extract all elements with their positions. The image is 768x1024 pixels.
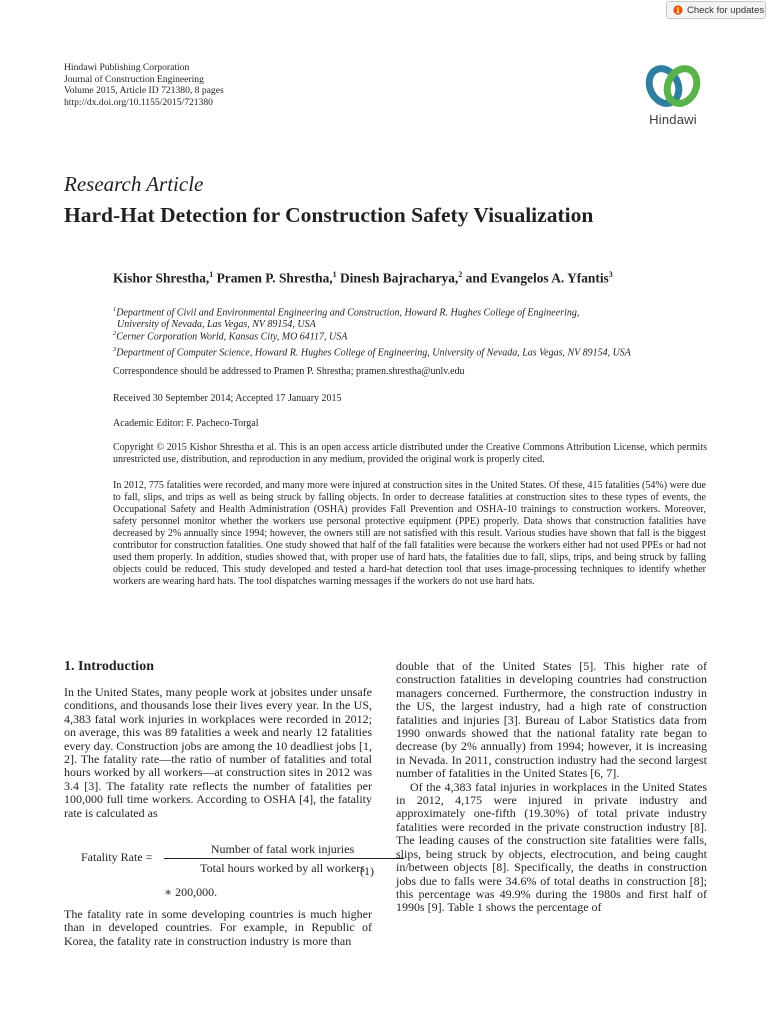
volume-info: Volume 2015, Article ID 721380, 8 pages <box>64 85 224 97</box>
author-name: Kishor Shrestha, <box>113 270 210 286</box>
author-name: Pramen P. Shrestha, <box>213 270 333 286</box>
affiliation-line: Department of Civil and Environmental Engineering and Construction, Howard R. Hughes College of Engineering, <box>116 307 580 319</box>
hindawi-rings-icon <box>642 62 704 112</box>
doi-link[interactable]: http://dx.doi.org/10.1155/2015/721380 <box>64 96 213 108</box>
abstract: In 2012, 775 fatalities were recorded, and many more were injured at construction sites in the United States. Of these, 415 fatalities (54%) were due to fall, slips, and trips as well as being struck by falling objects. In order to decrease fatalities at construction sites to these types of events, the Occupational Safety and Health Administration (OSHA) provides Fall Prevention and OSHA-10 trainings to construction workers. Moreover, safety personnel monitor whether the workers use personal protective equipment (PPE) properly. Data shows that construction fatalities have decreased by 2% annually since 1994; however, the owners still are not satisfied with this result. Various studies have shown that fall is the biggest contributor for construction fatalities. One study showed that half of the fall fatalities were because the workers either had not used PPEs or had not used them properly. In addition, studies showed that, with proper use of hard hats, the fatalities due to fall, slips, trips, and being struck by falling objects could be reduced. This study developed and tested a hard-hat detection tool that uses image-processing techniques to identify whether workers are wearing hard hats. The tool dispatches warning messages if the workers do not use hard hats. <box>113 480 706 588</box>
section-heading: 1. Introduction <box>64 659 154 674</box>
affiliation-sup: 3 <box>113 346 117 353</box>
equation-number: (1) <box>360 864 374 878</box>
author-affiliation-sup: 2 <box>458 270 463 279</box>
left-column-paragraph-2 <box>64 908 372 948</box>
article-title: Hard-Hat Detection for Construction Safety Visualization <box>64 203 594 227</box>
paragraph: The fatality rate in some developing countries is much higher than in developed countries. For example, in Republic of Korea, the fatality rate in construction industry is more than <box>64 907 372 948</box>
copyright-notice: Copyright © 2015 Kishor Shrestha et al. This is an open access article distributed under the Creative Commons Attribution License, which permits unrestricted use, distribution, and reproduction in any medium, provided the original work is properly cited. <box>113 442 707 465</box>
author-affiliation-sup: 1 <box>209 270 214 279</box>
check-for-updates-label: Check for updates <box>687 4 765 16</box>
affiliation-sup: 2 <box>113 330 117 337</box>
article-type: Research Article <box>64 172 204 196</box>
left-column-paragraph <box>64 686 372 820</box>
journal-name: Journal of Construction Engineering <box>64 73 204 85</box>
affiliation-line: Cerner Corporation World, Kansas City, MO 64117, USA <box>116 331 348 343</box>
affiliation-2 <box>113 328 347 343</box>
paragraph: In the United States, many people work at jobsites under unsafe conditions, and thousands lose their lives every year. In the US, 4,383 fatal work injuries in workplaces were recorded in 2012; on average, this was 89 fatalities a week and nearly 12 fatalities every day. Construction jobs are among the 10 deadliest jobs [1, 2]. The fatality rate—the ratio of number of fatalities and total hours worked by all workers—at construction sites in 2012 was 3.4 [3]. The fatality rate reflects the number of fatalities per 100,000 full time workers. According to OSHA [4], the fatality rate is calculated as <box>64 685 372 820</box>
equation-1 <box>64 818 374 904</box>
author-name: Dinesh Bajracharya, <box>336 270 459 286</box>
author-name: and Evangelos A. Yfantis <box>462 270 609 286</box>
crossmark-icon <box>673 5 683 15</box>
right-column <box>396 660 707 915</box>
author-list <box>113 270 613 286</box>
author-affiliation-sup: 1 <box>332 270 337 279</box>
equation-denominator: Total hours worked by all workers <box>200 861 365 875</box>
check-for-updates-button[interactable] <box>666 1 766 19</box>
paragraph: double that of the United States [5]. This higher rate of construction fatalities in developing countries had construction managers concerned. Furthermore, the construction industry in the US, the largest industry, had a high rate of construction fatalities and injuries [3]. Bureau of Labor Statistics data from 1990 onwards showed that the national fatality rate began to decrease (by 2% annually) from 1994; however, it is increasing in Nevada. In 2011, construction industry had the second largest number of fatalities in the United States [6, 7]. <box>396 659 707 781</box>
publisher: Hindawi Publishing Corporation <box>64 62 190 73</box>
affiliation-3 <box>113 344 631 359</box>
equation-lhs: Fatality Rate = <box>81 850 153 864</box>
paragraph: Of the 4,383 fatal injuries in workplaces in the United States in 2012, 4,175 were injured in private industry and approximately one-fifth (19.30%) of total private industry fatalities were recorded in the private construction industry [8]. The leading causes of the construction site fatalities were falls, slips, being struck by objects, electrocution, and being caught in/between objects [8]. Specifically, the deaths in construction jobs due to falls were 34.6% of total deaths in construction [8]; this percentage was 49.9% during the 1980s and first half of 1990s [9]. Table 1 shows the percentage of <box>396 779 707 915</box>
correspondence: Correspondence should be addressed to Pramen P. Shrestha; pramen.shrestha@unlv.edu <box>113 366 465 377</box>
fraction-bar <box>164 858 404 859</box>
equation-tail: ∗ 200,000. <box>164 885 218 899</box>
equation-numerator: Number of fatal work injuries <box>210 842 355 856</box>
hindawi-logo <box>638 62 708 132</box>
hindawi-logo-text: Hindawi <box>649 112 697 127</box>
affiliation-line: Department of Computer Science, Howard R. Hughes College of Engineering, University of Nevada, Las Vegas, NV 89154, USA <box>116 347 631 359</box>
received-dates: Received 30 September 2014; Accepted 17 January 2015 <box>113 393 342 404</box>
academic-editor: Academic Editor: F. Pacheco-Torgal <box>113 418 259 429</box>
affiliation-sup: 1 <box>113 306 117 313</box>
journal-meta <box>64 62 224 108</box>
author-affiliation-sup: 3 <box>608 270 613 279</box>
affiliation-line: University of Nevada, Las Vegas, NV 89154, USA <box>117 319 316 331</box>
